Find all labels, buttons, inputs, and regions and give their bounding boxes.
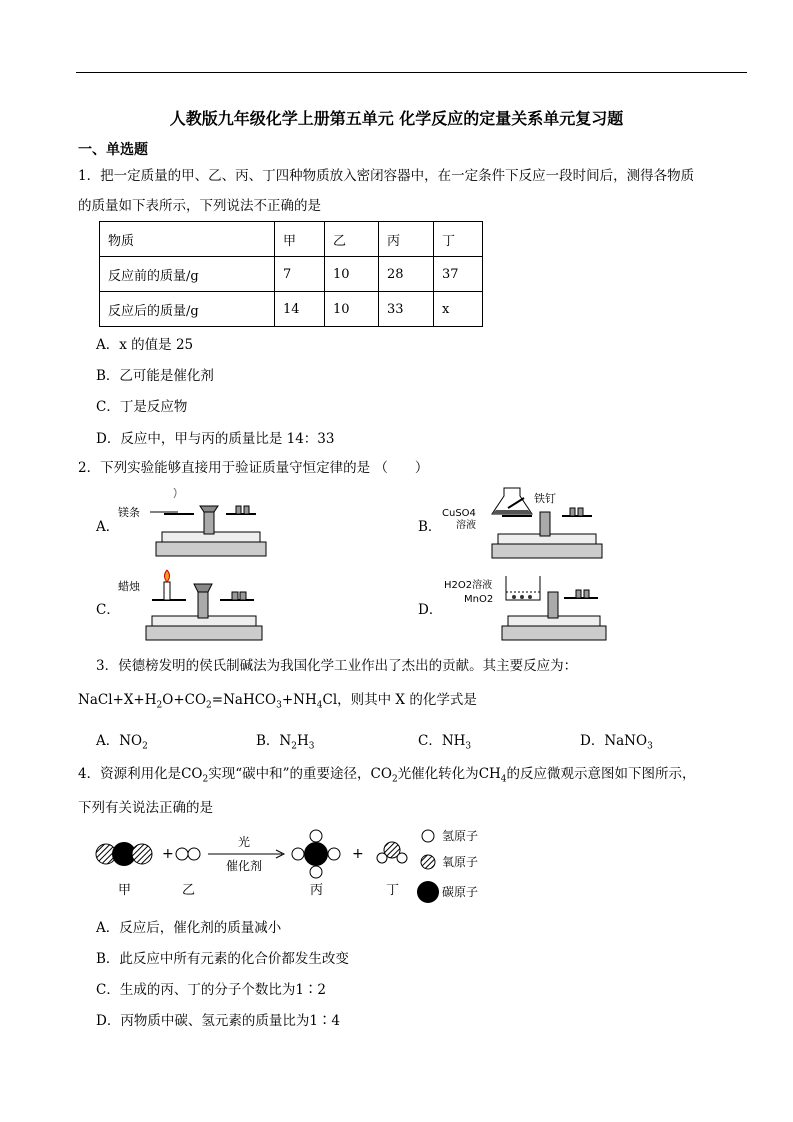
fig-b-cuso4: CuSO4 [442, 508, 476, 519]
hydrogen-atom [397, 853, 407, 863]
q4-option-c: C．生成的丙、丁的分子个数比为1∶2 [96, 982, 327, 998]
table-cell: 7 [275, 257, 325, 292]
legend-hydrogen-icon [422, 830, 434, 842]
table-cell: 丁 [434, 222, 483, 257]
balance-figure-c [116, 568, 276, 644]
hydrogen-atom [310, 866, 322, 878]
fig-a-label: 镁条 [118, 506, 140, 519]
svg-text:+: + [162, 846, 174, 862]
legend-oxygen: 氧原子 [442, 855, 479, 869]
hydrogen-atom [310, 830, 322, 842]
q1-option-c: C．丁是反应物 [96, 399, 188, 415]
hydrogen-atom [188, 848, 200, 860]
arrow-top-label: 光 [238, 835, 251, 849]
q4-option-b: B．此反应中所有元素的化合价都发生改变 [96, 951, 349, 967]
table-cell: 物质 [100, 222, 275, 257]
svg-text:+: + [352, 846, 364, 862]
balance-figure-a [116, 488, 276, 560]
table-cell: 14 [275, 292, 325, 327]
hydrogen-atom [328, 848, 340, 860]
header-rule [76, 72, 747, 73]
q1-mass-table [99, 221, 483, 327]
q4-stem-line1: 4．资源利用化是$CO_2$实现“碳中和”的重要途径，$CO_2$光催化转化为$CH_4$的反应微观示意图如下图所示， [78, 766, 696, 785]
page-title: 人教版九年级化学上册第五单元 化学反应的定量关系单元复习题 [169, 109, 624, 128]
balance-figure-d [444, 570, 608, 644]
section-heading: 一、单选题 [78, 142, 148, 158]
fig-c-label: 蜡烛 [118, 580, 140, 593]
table-cell: 反应前的质量/g [100, 257, 275, 292]
q1-option-b: B．乙可能是催化剂 [96, 368, 214, 384]
table-cell: x [434, 292, 483, 327]
fig-b-nail: 铁钉 [534, 492, 556, 505]
q2-label-b: B． [418, 519, 442, 535]
table-row [100, 257, 483, 292]
label-yi: 乙 [182, 883, 196, 898]
table-row [100, 222, 483, 257]
label-ding: 丁 [386, 883, 400, 898]
q4-option-d: D．丙物质中碳、氢元素的质量比为1∶4 [96, 1013, 341, 1029]
legend-carbon: 碳原子 [442, 885, 479, 899]
q3-option-b: B．$N_2H_3$ [256, 733, 315, 752]
table-row [100, 292, 483, 327]
table-cell: 28 [379, 257, 434, 292]
arrow-bottom-label: 催化剂 [226, 859, 263, 873]
hydrogen-atom [377, 853, 387, 863]
q3-equation: $NaCl+X+H_2O+CO_2=NaHCO_3+NH_4Cl$，则其中 X 的化学式是 [78, 692, 477, 711]
fig-d-h2o2: H2O2溶液 [444, 580, 493, 591]
q1-option-a: A．x 的值是 25 [96, 337, 194, 353]
table-cell: 33 [379, 292, 434, 327]
q3-equation-suffix: ，则其中 X 的化学式是 [337, 692, 477, 708]
table-cell: 丙 [379, 222, 434, 257]
q3-option-d: D．NaNO$_3$ [580, 733, 653, 752]
q4-option-a: A．反应后，催化剂的质量减小 [96, 920, 282, 936]
q2-label-d: D． [418, 602, 443, 618]
q4-reaction-diagram [90, 824, 510, 906]
q2-label-c: C． [96, 602, 120, 618]
fig-b-solution: 溶液 [456, 520, 476, 531]
legend-hydrogen: 氢原子 [442, 829, 479, 843]
q2-stem: 2．下列实验能够直接用于验证质量守恒定律的是 （ ） [78, 460, 429, 476]
fig-d-mno2: MnO2 [464, 594, 494, 605]
q3-stem: 3．侯德榜发明的侯氏制碱法为我国化学工业作出了杰出的贡献。其主要反应为： [96, 658, 578, 674]
label-bing: 丙 [310, 883, 324, 898]
legend-oxygen-icon [421, 855, 435, 869]
table-cell: 10 [325, 257, 379, 292]
legend-carbon-icon [417, 881, 439, 903]
q4-stem-line2: 下列有关说法正确的是 [78, 800, 213, 816]
q2-label-a: A． [96, 519, 120, 535]
table-cell: 10 [325, 292, 379, 327]
oxygen-atom [132, 844, 152, 864]
table-cell: 反应后的质量/g [100, 292, 275, 327]
balance-figure-b [442, 484, 608, 562]
q1-option-d: D．反应中，甲与丙的质量比是 14：33 [96, 431, 335, 447]
hydrogen-atom [292, 848, 304, 860]
q3-option-a: A．$NO_2$ [96, 733, 148, 752]
label-jia: 甲 [118, 883, 132, 898]
q3-option-c: C．$NH_3$ [418, 733, 472, 752]
table-cell: 乙 [325, 222, 379, 257]
q1-stem-line2: 的质量如下表所示，下列说法不正确的是 [78, 198, 321, 214]
hydrogen-atom [176, 848, 188, 860]
carbon-atom [304, 842, 328, 866]
q1-stem-line1: 1．把一定质量的甲、乙、丙、丁四种物质放入密闭容器中，在一定条件下反应一段时间后，测得各物质 [78, 168, 695, 184]
table-cell: 37 [434, 257, 483, 292]
table-cell: 甲 [275, 222, 325, 257]
